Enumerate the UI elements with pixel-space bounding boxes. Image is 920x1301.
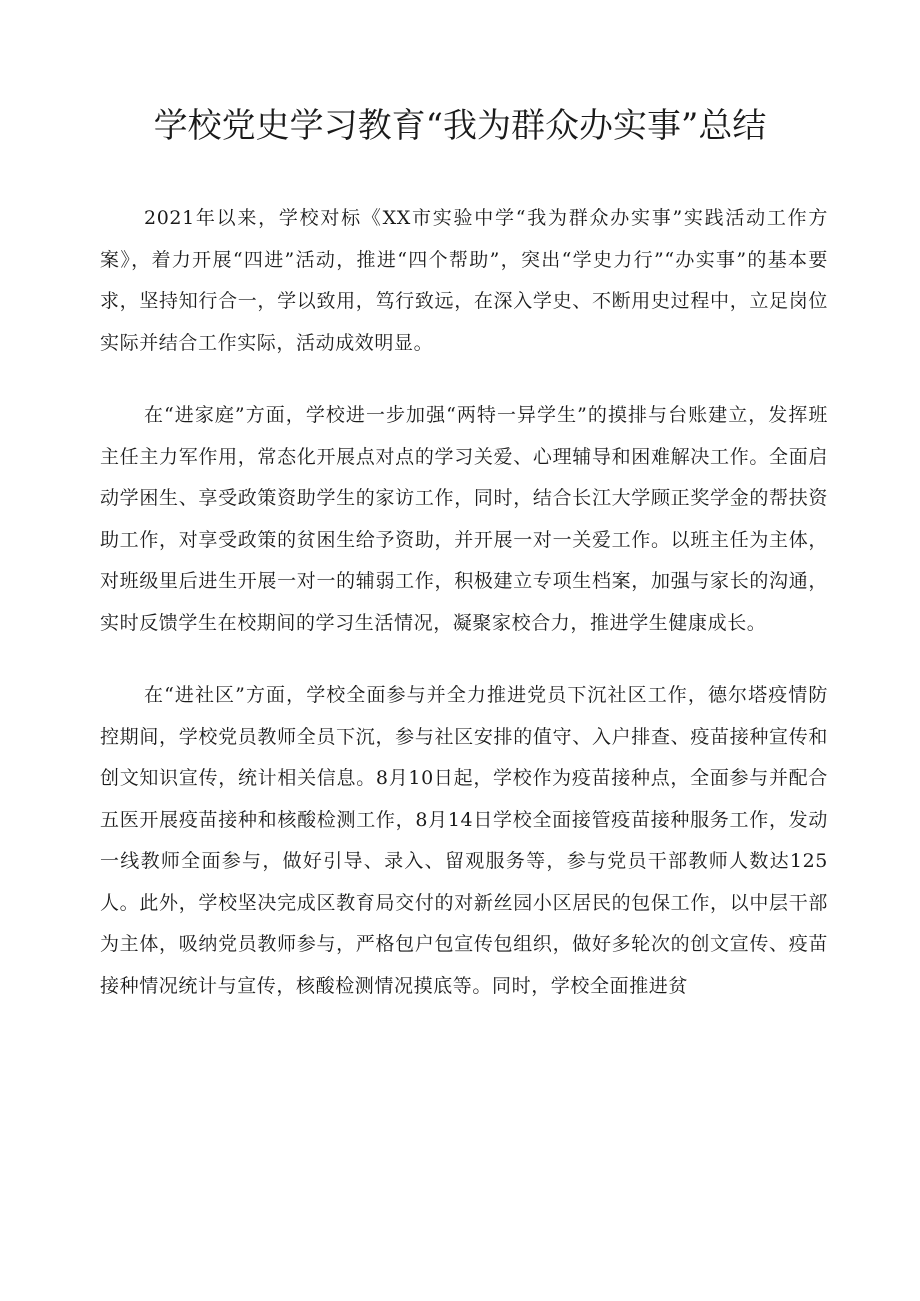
document-body (100, 198, 828, 1038)
paragraph-family: 在“进家庭”方面，学校进一步加强“两特一异学生”的摸排与台账建立，发挥班主任主力军作用，常态化开展点对点的学习关爱、心理辅导和困难解决工作。全面启动学困生、享受政策资助学生的家访工作，同时，结合长江大学顾正奖学金的帮扶资助工作，对享受政策的贫困生给予资助，并开展一对一关爱工作。以班主任为主体，对班级里后进生开展一对一的辅弱工作，积极建立专项生档案，加强与家长的沟通，实时反馈学生在校期间的学习生活情况，凝聚家校合力，推进学生健康成长。 (100, 404, 828, 634)
paragraph-community: 在“进社区”方面，学校全面参与并全力推进党员下沉社区工作，德尔塔疫情防控期间，学校党员教师全员下沉，参与社区安排的值守、入户排查、疫苗接种宣传和创文知识宣传，统计相关信息。8月10日起，学校作为疫苗接种点，全面参与并配合五医开展疫苗接种和核酸检测工作，8月14日学校全面接管疫苗接种服务工作，发动一线教师全面参与，做好引导、录入、留观服务等，参与党员干部教师人数达125人。此外，学校坚决完成区教育局交付的对新丝园小区居民的包保工作，以中层干部为主体，吸纳党员教师参与，严格包户包宣传包组织，做好多轮次的创文宣传、疫苗接种情况统计与宣传，核酸检测情况摸底等。同时，学校全面推进贫 (100, 684, 828, 997)
paragraph-intro: 2021年以来，学校对标《XX市实验中学“我为群众办实事”实践活动工作方案》，着力开展“四进”活动，推进“四个帮助”，突出“学史力行”“办实事”的基本要求，坚持知行合一，学以致用，笃行致远，在深入学史、不断用史过程中，立足岗位实际并结合工作实际，活动成效明显。 (100, 207, 828, 354)
document-title: 学校党史学习教育“我为群众办实事”总结 (153, 106, 767, 146)
